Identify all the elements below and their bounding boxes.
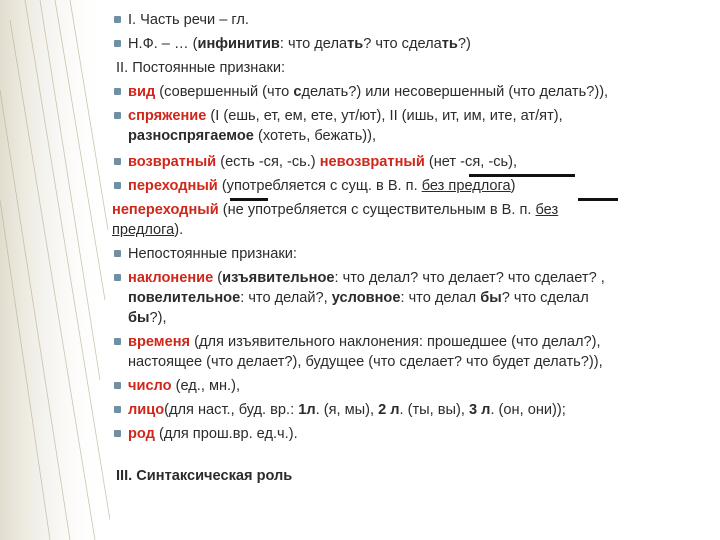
- bullet-icon: [114, 274, 121, 281]
- list-item-nepostoyannye: Непостоянные признаки:: [110, 244, 705, 264]
- bullet-icon: [114, 250, 121, 257]
- bullet-icon: [114, 382, 121, 389]
- bullet-icon: [114, 406, 121, 413]
- list-item-perehodnyi: переходный (употребляется с сущ. в В. п. без предлога): [110, 176, 705, 196]
- section-heading: II. Постоянные признаки:: [116, 60, 286, 76]
- list-item: I. Часть речи – гл.: [110, 10, 705, 30]
- list-item-rod: род (для прош.вр. ед.ч.).: [110, 424, 705, 444]
- list-item-vremya: временя (для изъявительного наклонения: прошедшее (что делал?), настоящее (что делает?), будущее (что сделает? что будет делать?)),: [110, 332, 705, 372]
- list-item-spryazhenie: спряжение (I (ешь, ет, ем, ете, ут/ют), II (ишь, ит, им, ите, ат/ят), разноспрягаемое (хотеть, бежать)),: [110, 106, 705, 146]
- bullet-icon: [114, 182, 121, 189]
- list-item-vid: вид (совершенный (что сделать?) или несовершенный (что делать?)),: [110, 82, 705, 102]
- list-item-naklonenie: наклонение (изъявительное: что делал? что делает? что сделает? , повелительное: что делай?, условное: что делал бы? что сделал бы?),: [110, 268, 705, 328]
- slide-content: [110, 10, 705, 486]
- emphasis-bar: [469, 174, 575, 177]
- list-item-vozvratnyi: возвратный (есть -ся, -сь.) невозвратный (нет -ся, -сь),: [110, 152, 705, 172]
- decorative-left-pattern: [0, 0, 110, 540]
- emphasis-bar: [578, 198, 618, 201]
- bullet-icon: [114, 16, 121, 23]
- emphasis-bar: [230, 198, 268, 201]
- section-heading: III. Синтаксическая роль: [116, 468, 293, 484]
- bullet-icon: [114, 158, 121, 165]
- list-item: Н.Ф. – … (инфинитив: что делать? что сделать?): [110, 34, 705, 54]
- list-item-chislo: число (ед., мн.),: [110, 376, 705, 396]
- bullet-icon: [114, 88, 121, 95]
- bullet-icon: [114, 338, 121, 345]
- bullet-icon: [114, 112, 121, 119]
- list-item-lico: лицо(для наст., буд. вр.: 1л. (я, мы), 2 л. (ты, вы), 3 л. (он, они));: [110, 400, 705, 420]
- bullet-icon: [114, 40, 121, 47]
- list-item-neperehodnyi: непереходный (не употребляется с существительным в В. п. без предлога).: [110, 200, 705, 240]
- bullet-icon: [114, 430, 121, 437]
